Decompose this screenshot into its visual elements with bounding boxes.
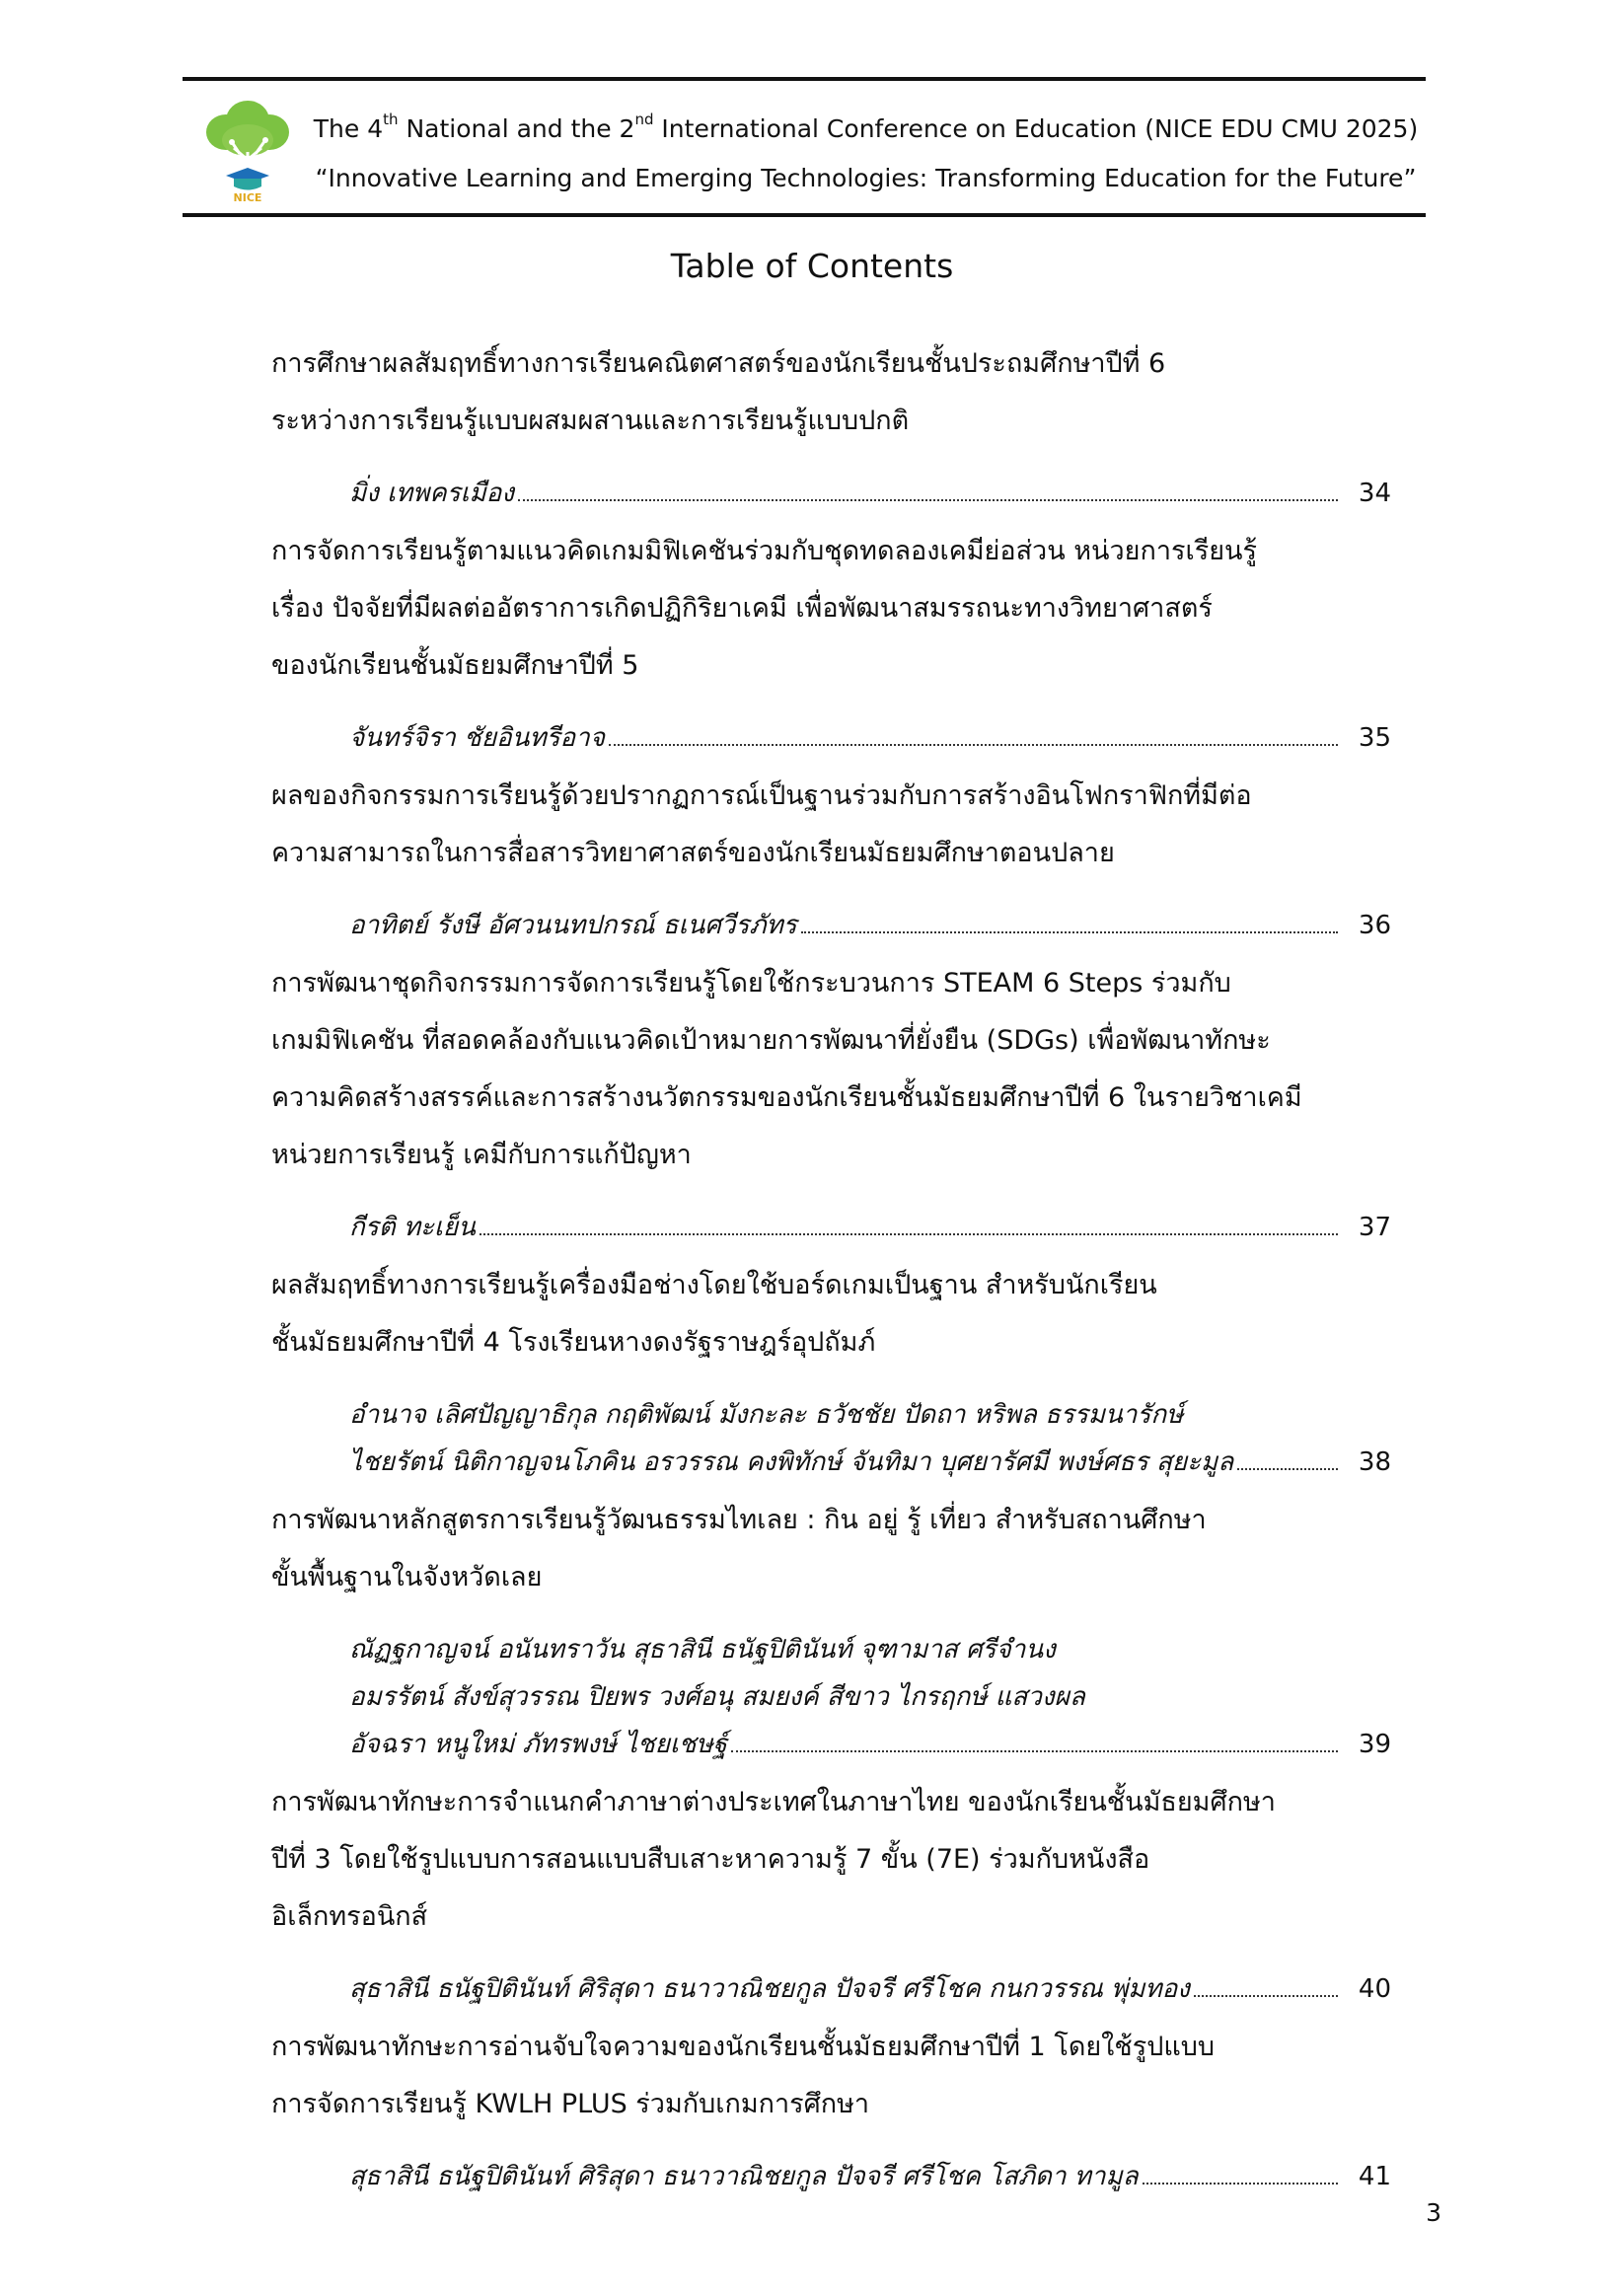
header-top-rule	[183, 77, 1426, 81]
entry-authors-line: จันทร์จิรา ชัยอินทรีอาจ	[349, 723, 605, 753]
entry-title-line: ผลสัมฤทธิ์ทางการเรียนรู้เครื่องมือช่างโดยใช้บอร์ดเกมเป็นฐาน สำหรับนักเรียน	[271, 1270, 1157, 1300]
dot-leader	[1237, 1468, 1338, 1470]
entry-author-row	[271, 1204, 1401, 1251]
toc-entry[interactable]	[271, 1492, 1401, 1768]
entry-title-line: เรื่อง ปัจจัยที่มีผลต่ออัตราการเกิดปฏิกิริยาเคมี เพื่อพัฒนาสมรรถนะทางวิทยาศาสตร์	[271, 593, 1213, 624]
entry-author-row	[271, 1721, 1401, 1768]
toc-entry[interactable]	[271, 768, 1401, 949]
toc-list	[271, 335, 1401, 2206]
entry-title-line: ของนักเรียนชั้นมัธยมศึกษาปีที่ 5	[271, 650, 639, 681]
conference-title-line: The 4th National and the 2nd International Conference on Education (NICE EDU CMU 2025)	[313, 110, 1419, 143]
entry-title-line: ผลของกิจกรรมการเรียนรู้ด้วยปรากฏการณ์เป็นฐานร่วมกับการสร้างอินโฟกราฟิกที่มีต่อ	[271, 780, 1252, 811]
toc-entry[interactable]	[271, 523, 1401, 762]
dot-leader	[1194, 1995, 1338, 1997]
entry-author-row	[271, 470, 1401, 517]
footer-page-number: 3	[1426, 2198, 1441, 2227]
toc-entry[interactable]	[271, 335, 1401, 517]
entry-title-line: อิเล็กทรอนิกส์	[271, 1901, 428, 1932]
entry-title-line: ระหว่างการเรียนรู้แบบผสมผสานและการเรียนรู้แบบปกติ	[271, 406, 910, 436]
entry-title-line: ความคิดสร้างสรรค์และการสร้างนวัตกรรมของนักเรียนชั้นมัธยมศึกษาปีที่ 6 ในรายวิชาเคมี	[271, 1082, 1302, 1113]
entry-authors-line: อาทิตย์ รังษี อัศวนนทปกรณ์ ธเนศวีรภัทร	[349, 911, 797, 940]
entry-page-number[interactable]: 38	[1358, 1447, 1391, 1477]
toc-title: Table of Contents	[670, 247, 954, 285]
entry-authors-line: อำนาจ เลิศปัญญาธิกุล กฤติพัฒน์ มังกะละ ธวัชชัย ปัดถา หริพล ธรรมนารักษ์	[349, 1400, 1184, 1430]
entry-authors-line: อมรรัตน์ สังข์สุวรรณ ปิยพร วงศ์อนุ สมยงค์ สีขาว ไกรฤกษ์ แสวงผล	[349, 1682, 1085, 1712]
entry-title-line: เกมมิฟิเคชัน ที่สอดคล้องกับแนวคิดเป้าหมายการพัฒนาที่ยั่งยืน (SDGs) เพื่อพัฒนาทักษะ	[271, 1025, 1271, 1056]
entry-title-line: การพัฒนาทักษะการจำแนกคำภาษาต่างประเทศในภาษาไทย ของนักเรียนชั้นมัธยมศึกษา	[271, 1787, 1276, 1817]
entry-title-line: ขั้นพื้นฐานในจังหวัดเลย	[271, 1562, 543, 1592]
svg-text:NICE: NICE	[233, 191, 262, 203]
entry-title-line: ความสามารถในการสื่อสารวิทยาศาสตร์ของนักเรียนมัธยมศึกษาตอนปลาย	[271, 838, 1115, 868]
conference-theme-line: “Innovative Learning and Emerging Technologies: Transforming Education for the Future”	[315, 164, 1417, 192]
entry-authors-line: อัจฉรา หนูใหม่ ภัทรพงษ์ ไชยเชษฐ์	[349, 1730, 727, 1759]
entry-author-row	[271, 2153, 1401, 2200]
entry-title-line: การศึกษาผลสัมฤทธิ์ทางการเรียนคณิตศาสตร์ของนักเรียนชั้นประถมศึกษาปีที่ 6	[271, 348, 1166, 379]
entry-author-row	[271, 714, 1401, 762]
entry-authors-line: ไชยรัตน์ นิติกาญจนโภคิน อรวรรณ คงพิทักษ์ จันทิมา บุศยารัศมี พงษ์ศธร สุยะมูล	[349, 1447, 1234, 1477]
toc-entry[interactable]	[271, 2019, 1401, 2200]
entry-title-line: ชั้นมัธยมศึกษาปีที่ 4 โรงเรียนหางดงรัฐราษฎร์อุปถัมภ์	[271, 1327, 876, 1358]
nice-logo-icon	[196, 91, 299, 203]
entry-page-number[interactable]: 37	[1358, 1213, 1391, 1242]
page-header	[183, 77, 1426, 217]
entry-author-row	[271, 902, 1401, 949]
entry-title-line: หน่วยการเรียนรู้ เคมีกับการแก้ปัญหา	[271, 1140, 692, 1170]
entry-page-number[interactable]: 34	[1358, 479, 1391, 508]
entry-authors-line: สุธาสินี ธนัฐปิตินันท์ ศิริสุดา ธนาวาณิชยกูล ปัจจรี ศรีโชค โสภิดา ทามูล	[349, 2162, 1139, 2191]
entry-title-line: การพัฒนาหลักสูตรการเรียนรู้วัฒนธรรมไทเลย : กิน อยู่ รู้ เที่ยว สำหรับสถานศึกษา	[271, 1505, 1207, 1535]
dot-leader	[518, 499, 1338, 501]
entry-author-row	[271, 1439, 1401, 1486]
entry-authors-line: กีรติ ทะเย็น	[349, 1213, 476, 1242]
entry-title-line: การพัฒนาชุดกิจกรรมการจัดการเรียนรู้โดยใช้กระบวนการ STEAM 6 Steps ร่วมกับ	[271, 968, 1231, 999]
entry-page-number[interactable]: 36	[1358, 911, 1391, 940]
entry-page-number[interactable]: 40	[1358, 1974, 1391, 2004]
toc-entry[interactable]	[271, 1774, 1401, 2013]
entry-page-number[interactable]: 39	[1358, 1730, 1391, 1759]
dot-leader	[731, 1750, 1338, 1752]
entry-author-row	[271, 1965, 1401, 2013]
entry-authors-line: ณัฏฐกาญจน์ อนันทราวัน สุธาสินี ธนัฐปิตินันท์ จุฑามาส ศรีจำนง	[349, 1635, 1056, 1665]
toc-entry[interactable]	[271, 1257, 1401, 1486]
entry-page-number[interactable]: 41	[1358, 2162, 1391, 2191]
dot-leader	[609, 744, 1338, 746]
dot-leader	[480, 1233, 1338, 1235]
dot-leader	[1143, 2183, 1338, 2185]
entry-authors-line: มิ่ง เทพครเมือง	[349, 479, 514, 508]
toc-entry[interactable]	[271, 955, 1401, 1251]
conference-header-text	[306, 105, 1426, 203]
entry-title-line: การพัฒนาทักษะการอ่านจับใจความของนักเรียนชั้นมัธยมศึกษาปีที่ 1 โดยใช้รูปแบบ	[271, 2032, 1216, 2062]
entry-page-number[interactable]: 35	[1358, 723, 1391, 753]
entry-title-line: การจัดการเรียนรู้ตามแนวคิดเกมมิฟิเคชันร่วมกับชุดทดลองเคมีย่อส่วน หน่วยการเรียนรู้	[271, 536, 1257, 566]
entry-title-line: การจัดการเรียนรู้ KWLH PLUS ร่วมกับเกมการศึกษา	[271, 2089, 870, 2119]
dot-leader	[801, 931, 1338, 933]
header-bottom-rule	[183, 213, 1426, 217]
entry-authors-line: สุธาสินี ธนัฐปิตินันท์ ศิริสุดา ธนาวาณิชยกูล ปัจจรี ศรีโชค กนกวรรณ พุ่มทอง	[349, 1974, 1190, 2004]
entry-title-line: ปีที่ 3 โดยใช้รูปแบบการสอนแบบสืบเสาะหาความรู้ 7 ขั้น (7E) ร่วมกับหนังสือ	[271, 1844, 1150, 1875]
